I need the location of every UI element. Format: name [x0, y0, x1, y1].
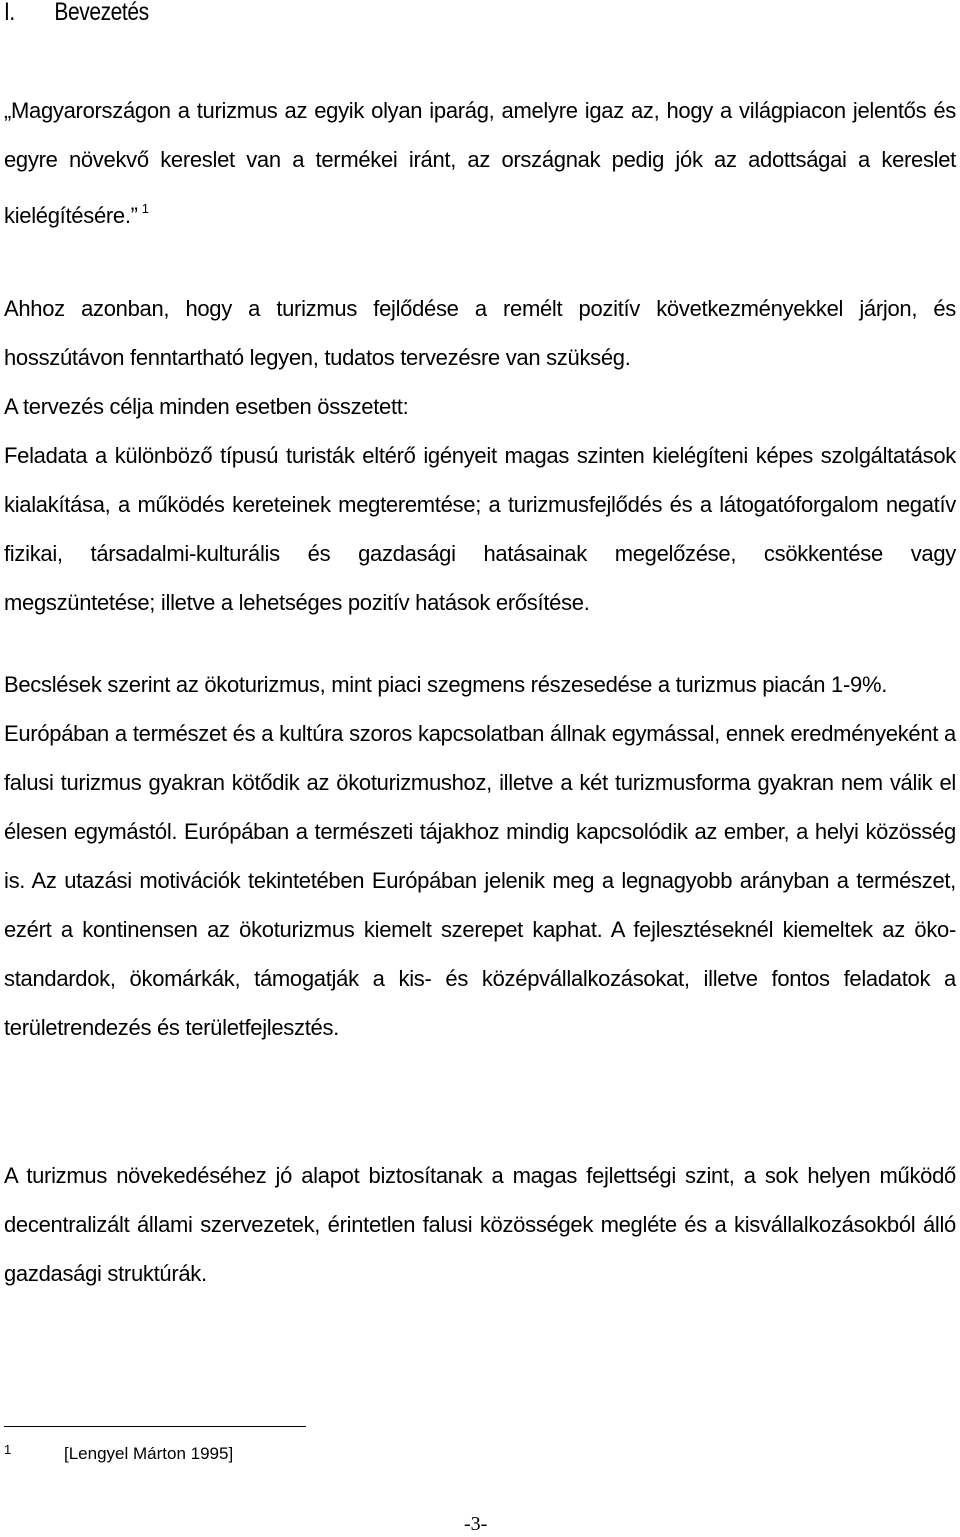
footnote-separator	[4, 1426, 306, 1427]
quote-text: „Magyarországon a turizmus az egyik olyan iparág, amelyre igaz az, hogy a világpiacon jelentős és egyre növekvő kereslet van a termékei iránt, az országnak pedig jók az adottságai a kereslet kielégítésére.”	[4, 98, 956, 228]
paragraph-planning-need: Ahhoz azonban, hogy a turizmus fejlődése a remélt pozitív következményekkel járjon, és hosszútávon fenntartható legyen, tudatos tervezésre van szükség.	[4, 296, 956, 370]
footnote-text: [Lengyel Márton 1995]	[64, 1444, 234, 1463]
paragraph-planning-tasks: Feladata a különböző típusú turisták eltérő igényeit magas szinten kielégíteni képes szolgáltatások kialakítása, a működés kereteinek megteremtése; a turizmusfejlődés és a látogatóforgalom negatív fizikai, társadalmi-kulturális és gazdasági hatásainak megelőzése, csökkentése vagy megszüntetése; illetve a lehetséges pozitív hatások erősítése.	[4, 443, 956, 615]
paragraph-planning-goal: A tervezés célja minden esetben összetett:	[4, 394, 409, 419]
paragraph-market-share: Becslések szerint az ökoturizmus, mint piaci szegmens részesedése a turizmus piacán 1-9%.	[4, 672, 888, 697]
section-heading	[4, 0, 149, 27]
paragraph-europe: Európában a természet és a kultúra szoros kapcsolatban állnak egymással, ennek eredményeként a falusi turizmus gyakran kötődik az ökoturizmushoz, illetve a két turizmusforma gyakran nem válik el élesen egymástól. Európában a természeti tájakhoz mindig kapcsolódik az ember, a helyi közösség is. Az utazási motivációk tekintetében Európában jelenik meg a legnagyobb arányban a természet, ezért a kontinensen az ökoturizmus kiemelt szerepet kaphat. A fejlesztéseknél kiemeltek az öko-standardok, ökomárkák, támogatják a kis- és középvállalkozásokat, illetve fontos feladatok a területrendezés és területfejlesztés.	[4, 721, 956, 1040]
section-title: Bevezetés	[54, 0, 149, 26]
paragraph-growth: A turizmus növekedéséhez jó alapot biztosítanak a magas fejlettségi szint, a sok helyen működő decentralizált állami szervezetek, érintetlen falusi közösségek megléte és a kisvállalkozásokból álló gazdasági struktúrák.	[4, 1163, 956, 1286]
paragraph-quote	[4, 86, 956, 240]
footnote-mark: 1	[4, 1442, 12, 1457]
section-number: I.	[4, 0, 15, 26]
page-number: -3-	[464, 1513, 488, 1535]
footnote-reference: 1	[141, 201, 149, 216]
